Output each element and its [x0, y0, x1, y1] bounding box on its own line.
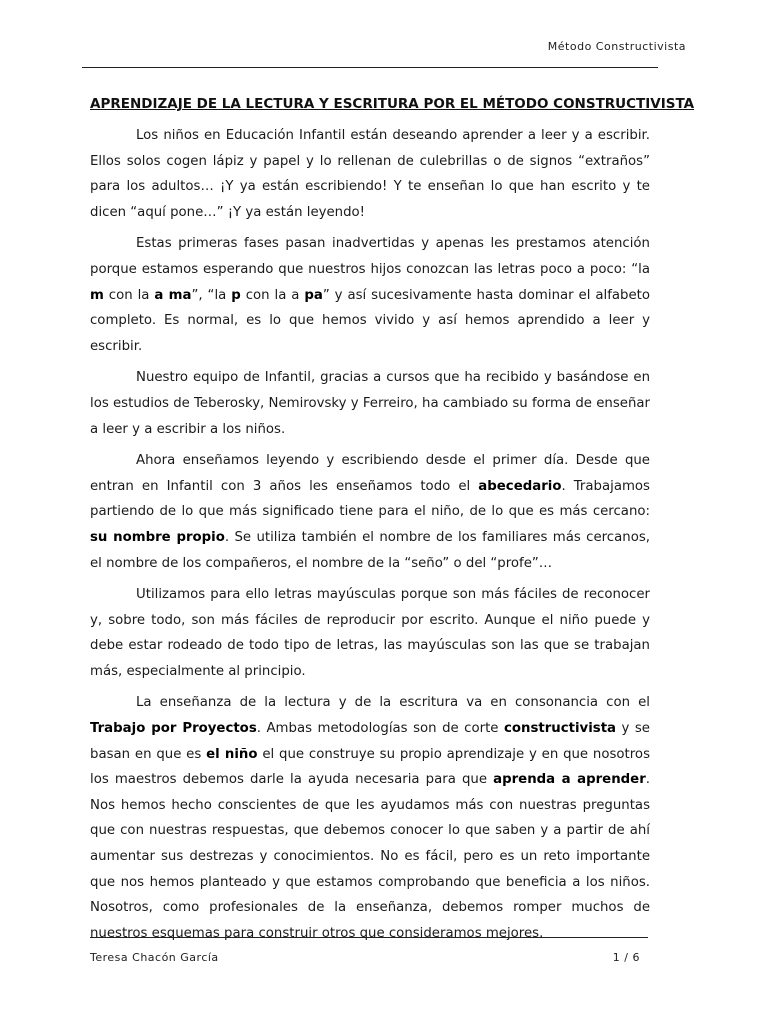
text-run: ” y así sucesivamente hasta dominar el alfabeto completo. Es normal, es lo que hemos vivido y así hemos aprendido a leer y escribir.	[90, 287, 650, 354]
text-run: . Se utiliza también el nombre de los familiares más cercanos, el nombre de los compañeros, el nombre de la “seño” o del “profe”…	[90, 529, 650, 571]
text-run: . Ambas metodologías son de corte	[256, 721, 504, 737]
text-run: . Trabajamos partiendo de lo que más significado tiene para el niño, de lo que es más cercano:	[90, 478, 650, 520]
bold-text: su nombre propio	[90, 529, 225, 545]
paragraph	[90, 365, 650, 442]
text-run: La enseñanza de la lectura y de la escritura va en consonancia con el	[136, 695, 650, 711]
footer-rule	[90, 937, 648, 938]
text-run: ”, “la	[191, 287, 232, 303]
text-run: . Nos hemos hecho conscientes de que les ayudamos más con nuestras preguntas que con nuestras respuestas, que debemos conocer lo que saben y a partir de ahí aumentar sus destrezas y conocimientos. No es fácil, pero es un reto importante que nos hemos planteado y que estamos comprobando que beneficia a los niños. Nosotros, como profesionales de la enseñanza, debemos romper muchos de nuestros esquemas para construir otros que consideramos mejores.	[90, 772, 650, 941]
bold-text: abecedario	[478, 478, 562, 494]
text-run: con la a	[240, 287, 305, 303]
paragraphs	[90, 123, 650, 946]
paragraph	[90, 448, 650, 576]
text-run: Nuestro equipo de Infantil, gracias a cursos que ha recibido y basándose en los estudios de Teberosky, Nemirovsky y Ferreiro, ha cambiado su forma de enseñar a leer y a escribir a los niños.	[90, 370, 650, 437]
page-number: 1 / 6	[612, 951, 640, 964]
paragraph	[90, 123, 650, 225]
paragraph	[90, 582, 650, 684]
text-run: y se basan en que es	[90, 721, 650, 762]
document-body	[90, 96, 695, 952]
bold-text: Trabajo por Proyectos	[90, 721, 257, 737]
bold-text: m	[90, 287, 104, 303]
paragraph	[90, 231, 650, 359]
bold-text: p	[231, 287, 241, 303]
text-run: el que construye su propio aprendizaje y en que nosotros los maestros debemos darle la ayuda necesaria para que	[90, 746, 650, 788]
bold-text: a ma	[154, 287, 192, 303]
bold-text: aprenda a aprender	[493, 772, 646, 788]
bold-text: el niño	[206, 746, 258, 762]
bold-text: pa	[304, 287, 323, 303]
text-run: Estas primeras fases pasan inadvertidas y apenas les prestamos atención porque estamos esperando que nuestros hijos conozcan las letras poco a poco: “la	[90, 236, 650, 277]
paragraph	[90, 690, 650, 946]
text-run: con la	[103, 287, 155, 303]
header-rule	[82, 67, 658, 68]
bold-text: constructivista	[503, 721, 617, 737]
document-title: APRENDIZAJE DE LA LECTURA Y ESCRITURA POR EL MÉTODO CONSTRUCTIVISTA	[90, 96, 695, 112]
text-run: Utilizamos para ello letras mayúsculas porque son más fáciles de reconocer y, sobre todo, son más fáciles de reproducir por escrito. Aunque el niño puede y debe estar rodeado de todo tipo de letras, las mayúsculas son las que se trabajan más, especialmente al principio.	[90, 587, 650, 679]
text-run: Los niños en Educación Infantil están deseando aprender a leer y a escribir. Ellos solos cogen lápiz y papel y lo rellenan de culebrillas o de signos “extraños” para los adultos… ¡Y ya están escribiendo! Y te enseñan lo que han escrito y te dicen “aquí pone…” ¡Y ya están leyendo!	[90, 128, 650, 220]
page-header: Método Constructivista	[547, 40, 686, 53]
text-run: Ahora enseñamos leyendo y escribiendo desde el primer día. Desde que entran en Infantil con 3 años les enseñamos todo el	[90, 453, 650, 494]
footer-author: Teresa Chacón García	[90, 951, 219, 964]
